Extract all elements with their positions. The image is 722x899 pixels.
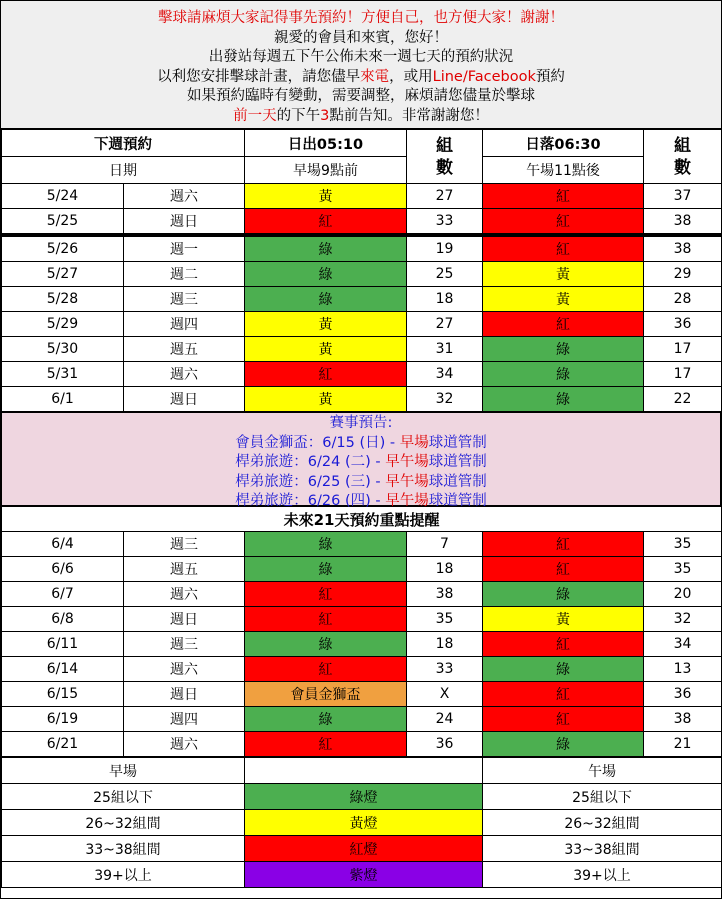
day-cell: 週六: [124, 582, 245, 607]
morning-groups-cell: 18: [407, 557, 483, 582]
day-cell: 週五: [124, 337, 245, 362]
date-cell: 6/4: [2, 532, 124, 557]
afternoon-groups-cell: 22: [644, 387, 722, 412]
morning-status-cell: 黃: [245, 337, 407, 362]
afternoon-status-cell: 綠: [483, 732, 644, 757]
afternoon-status-cell: 紅: [483, 632, 644, 657]
afternoon-groups-cell: 21: [644, 732, 722, 757]
legend-range-morning: 25組以下: [2, 784, 245, 810]
event-item: 桿弟旅遊：6/25 (三) - 早午場球道管制: [235, 473, 487, 490]
morning-status-cell: 紅: [245, 582, 407, 607]
weekly-table: [1, 129, 722, 412]
date-cell: 6/6: [2, 557, 124, 582]
legend-range-afternoon: 25組以下: [483, 784, 722, 810]
afternoon-groups-cell: 38: [644, 235, 722, 262]
afternoon-status-cell: 紅: [483, 184, 644, 209]
day-cell: 週三: [124, 287, 245, 312]
date-cell: 6/19: [2, 707, 124, 732]
afternoon-status-cell: 紅: [483, 682, 644, 707]
table-row: [2, 362, 722, 387]
legend-light: 黃燈: [245, 810, 483, 836]
afternoon-groups-cell: 17: [644, 362, 722, 387]
table-row: [2, 682, 722, 707]
morning-status-cell: 綠: [245, 557, 407, 582]
morning-groups-cell: X: [407, 682, 483, 707]
notice-deadline-info: 前一天的下午3點前告知。非常謝謝您！: [233, 107, 489, 124]
morning-status-cell: 紅: [245, 732, 407, 757]
morning-groups-cell: 33: [407, 209, 483, 236]
legend-range-morning: 39+以上: [2, 862, 245, 888]
legend-morning-header: 早場: [2, 758, 245, 784]
morning-groups-cell: 25: [407, 262, 483, 287]
table-row: [2, 732, 722, 757]
legend-light: 紫燈: [245, 862, 483, 888]
table-row: [2, 707, 722, 732]
table-row: [2, 287, 722, 312]
date-cell: 5/29: [2, 312, 124, 337]
morning-groups-cell: 27: [407, 184, 483, 209]
afternoon-status-cell: 綠: [483, 582, 644, 607]
event-item: 會員金獅盃：6/15 (日) - 早場球道管制: [235, 434, 487, 451]
afternoon-header: 午場11點後: [483, 157, 644, 184]
notice-publish-info: 出發站每週五下午公佈未來一週七天的預約狀況: [208, 49, 514, 65]
afternoon-groups-cell: 37: [644, 184, 722, 209]
afternoon-status-cell: 紅: [483, 707, 644, 732]
legend-range-morning: 33~38組間: [2, 836, 245, 862]
morning-groups-cell: 24: [407, 707, 483, 732]
day-cell: 週三: [124, 632, 245, 657]
afternoon-groups-cell: 36: [644, 312, 722, 337]
future-title: 未來21天預約重點提醒: [2, 507, 722, 532]
day-cell: 週一: [124, 235, 245, 262]
afternoon-status-cell: 綠: [483, 362, 644, 387]
afternoon-groups-cell: 32: [644, 607, 722, 632]
notice-panel: [1, 1, 721, 129]
date-cell: 5/27: [2, 262, 124, 287]
afternoon-status-cell: 綠: [483, 657, 644, 682]
date-cell: 6/15: [2, 682, 124, 707]
notice-change-info: 如果預約臨時有變動，需要調整，麻煩請您儘量於擊球: [187, 88, 535, 104]
morning-status-cell: 紅: [245, 607, 407, 632]
notice-booking-info: 以利您安排擊球計畫，請您儘早來電，或用Line/Facebook預約: [157, 68, 565, 85]
morning-status-cell: 綠: [245, 235, 407, 262]
sunrise-header: 日出05:10: [245, 130, 407, 157]
afternoon-status-cell: 黃: [483, 607, 644, 632]
legend-range-morning: 26~32組間: [2, 810, 245, 836]
morning-groups-cell: 32: [407, 387, 483, 412]
date-header: 日期: [2, 157, 245, 184]
morning-groups-cell: 27: [407, 312, 483, 337]
afternoon-groups-cell: 36: [644, 682, 722, 707]
morning-groups-cell: 36: [407, 732, 483, 757]
legend-row: [2, 862, 722, 888]
table-row: [2, 209, 722, 236]
afternoon-groups-cell: 35: [644, 532, 722, 557]
table-row: [2, 582, 722, 607]
table-row: [2, 235, 722, 262]
day-cell: 週日: [124, 387, 245, 412]
morning-groups-cell: 31: [407, 337, 483, 362]
afternoon-groups-cell: 34: [644, 632, 722, 657]
afternoon-status-cell: 紅: [483, 235, 644, 262]
afternoon-groups-cell: 35: [644, 557, 722, 582]
legend-row: [2, 810, 722, 836]
morning-status-cell: 黃: [245, 184, 407, 209]
afternoon-groups-cell: 38: [644, 707, 722, 732]
event-item: 桿弟旅遊：6/26 (四) - 早午場球道管制: [235, 493, 487, 509]
morning-status-cell: 黃: [245, 387, 407, 412]
morning-status-cell: 紅: [245, 657, 407, 682]
day-cell: 週五: [124, 557, 245, 582]
morning-groups-cell: 19: [407, 235, 483, 262]
day-cell: 週六: [124, 184, 245, 209]
afternoon-groups-cell: 28: [644, 287, 722, 312]
morning-status-cell: 綠: [245, 262, 407, 287]
event-announcement: [1, 412, 721, 509]
day-cell: 週日: [124, 682, 245, 707]
afternoon-status-cell: 黃: [483, 287, 644, 312]
afternoon-status-cell: 紅: [483, 209, 644, 236]
date-cell: 6/14: [2, 657, 124, 682]
table-row: [2, 557, 722, 582]
day-cell: 週二: [124, 262, 245, 287]
groups-header-am: 組 數: [407, 130, 483, 184]
table-row: [2, 532, 722, 557]
date-cell: 5/24: [2, 184, 124, 209]
afternoon-groups-cell: 38: [644, 209, 722, 236]
legend-range-afternoon: 26~32組間: [483, 810, 722, 836]
table-row: [2, 607, 722, 632]
afternoon-status-cell: 綠: [483, 337, 644, 362]
weekly-rows: [2, 184, 722, 412]
date-cell: 6/8: [2, 607, 124, 632]
afternoon-status-cell: 綠: [483, 387, 644, 412]
morning-groups-cell: 33: [407, 657, 483, 682]
morning-status-cell: 綠: [245, 532, 407, 557]
legend-blank: [245, 758, 483, 784]
next-week-header: 下週預約: [2, 130, 245, 157]
morning-groups-cell: 18: [407, 287, 483, 312]
table-row: [2, 657, 722, 682]
table-row: [2, 387, 722, 412]
day-cell: 週四: [124, 312, 245, 337]
morning-groups-cell: 18: [407, 632, 483, 657]
morning-status-cell: 紅: [245, 209, 407, 236]
morning-groups-cell: 35: [407, 607, 483, 632]
day-cell: 週四: [124, 707, 245, 732]
legend-light: 綠燈: [245, 784, 483, 810]
table-row: [2, 184, 722, 209]
day-cell: 週六: [124, 657, 245, 682]
date-cell: 6/11: [2, 632, 124, 657]
legend-row: [2, 784, 722, 810]
morning-status-cell: 綠: [245, 287, 407, 312]
day-cell: 週日: [124, 209, 245, 236]
morning-status-cell: 黃: [245, 312, 407, 337]
morning-status-cell: 綠: [245, 707, 407, 732]
day-cell: 週三: [124, 532, 245, 557]
date-cell: 5/28: [2, 287, 124, 312]
event-item: 桿弟旅遊：6/24 (二) - 早午場球道管制: [235, 454, 487, 470]
afternoon-groups-cell: 17: [644, 337, 722, 362]
sunset-header: 日落06:30: [483, 130, 644, 157]
legend-table: [1, 757, 722, 888]
day-cell: 週六: [124, 732, 245, 757]
date-cell: 6/7: [2, 582, 124, 607]
event-title: 賽事預告:: [329, 415, 393, 431]
afternoon-groups-cell: 29: [644, 262, 722, 287]
date-cell: 6/1: [2, 387, 124, 412]
date-cell: 5/31: [2, 362, 124, 387]
day-cell: 週日: [124, 607, 245, 632]
morning-groups-cell: 34: [407, 362, 483, 387]
day-cell: 週六: [124, 362, 245, 387]
legend-range-afternoon: 39+以上: [483, 862, 722, 888]
date-cell: 6/21: [2, 732, 124, 757]
legend-light: 紅燈: [245, 836, 483, 862]
legend-afternoon-header: 午場: [483, 758, 722, 784]
notice-greeting: 親愛的會員和來賓，您好！: [274, 29, 448, 46]
afternoon-status-cell: 紅: [483, 312, 644, 337]
afternoon-groups-cell: 13: [644, 657, 722, 682]
afternoon-status-cell: 紅: [483, 557, 644, 582]
morning-status-cell: 會員金獅盃: [245, 682, 407, 707]
afternoon-groups-cell: 20: [644, 582, 722, 607]
morning-header: 早場9點前: [245, 157, 407, 184]
afternoon-status-cell: 黃: [483, 262, 644, 287]
notice-headline: 擊球請麻煩大家記得事先預約！方便自己，也方便大家！謝謝！: [158, 10, 564, 26]
afternoon-status-cell: 紅: [483, 532, 644, 557]
date-cell: 5/25: [2, 209, 124, 236]
morning-status-cell: 綠: [245, 632, 407, 657]
table-row: [2, 632, 722, 657]
future-table: [1, 506, 722, 757]
morning-status-cell: 紅: [245, 362, 407, 387]
date-cell: 5/26: [2, 235, 124, 262]
table-row: [2, 312, 722, 337]
table-row: [2, 262, 722, 287]
morning-groups-cell: 7: [407, 532, 483, 557]
groups-header-pm: 組 數: [644, 130, 722, 184]
future-rows: [2, 532, 722, 757]
morning-groups-cell: 38: [407, 582, 483, 607]
table-row: [2, 337, 722, 362]
legend-row: [2, 836, 722, 862]
date-cell: 5/30: [2, 337, 124, 362]
legend-range-afternoon: 33~38組間: [483, 836, 722, 862]
legend-rows: [2, 784, 722, 888]
